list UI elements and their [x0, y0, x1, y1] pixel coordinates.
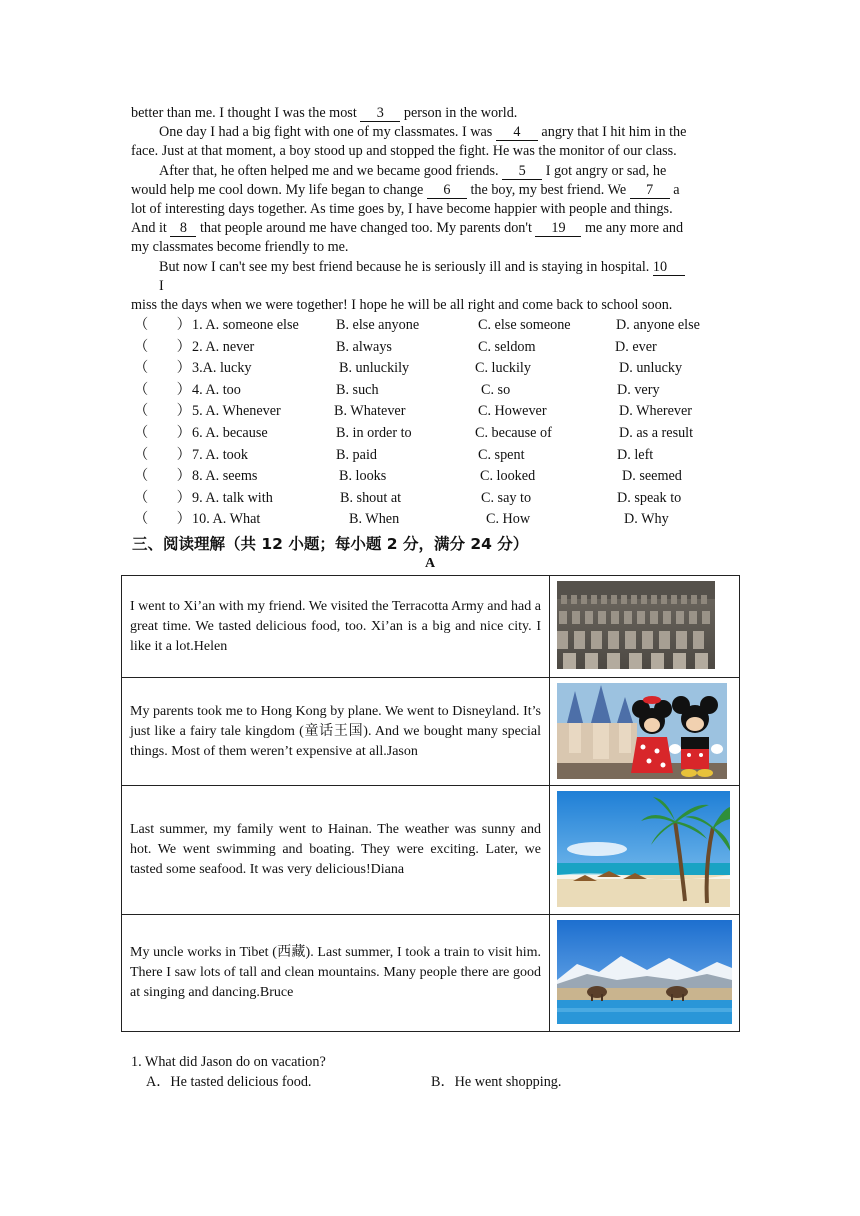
option-c: C. else someone: [478, 317, 571, 333]
reading-photo-cell: [550, 678, 740, 786]
option-c: C. However: [478, 403, 547, 420]
blank-19: 19: [535, 220, 581, 237]
passage-line: miss the days when we were together! I hope he will be all right and come back to school soon.: [131, 297, 673, 313]
reading-text: My uncle works in Tibet (西藏). Last summer, I took a train to visit him. There I saw lots of tall and clean mountains. Many people there are good at singing and dancing.Bruce: [122, 915, 550, 1032]
reading-photo-cell: [550, 786, 740, 915]
option-a: 3.A. lucky: [192, 360, 252, 377]
option-b: B. When: [349, 511, 400, 528]
blank-8: 8: [170, 220, 196, 237]
blank-7: 7: [630, 182, 670, 199]
answer-bracket: （ ）: [134, 489, 191, 506]
terracotta-army-photo: [557, 581, 715, 669]
option-d: D. speak to: [617, 489, 682, 506]
option-b: B. Whatever: [334, 403, 406, 420]
answer-bracket: （ ）: [134, 446, 191, 463]
reading-text: My parents took me to Hong Kong by plane. We went to Disneyland. It’s just like a fairy tale kingdom (童话王国). And we bought many special things. Most of them weren’t expensive at all.Jason: [122, 678, 550, 786]
blank-10: 10: [653, 259, 685, 276]
answer-bracket: （ ）: [134, 425, 191, 441]
option-b: B. shout at: [340, 489, 402, 506]
reading-text: I went to Xi’an with my friend. We visited the Terracotta Army and had a great time. We tasted delicious food, too. Xi’an is a big and nice city. I like it a lot.Helen: [122, 576, 550, 678]
answer-bracket: （ ）: [134, 381, 191, 398]
passage-line: I: [159, 278, 164, 294]
option-c: C. so: [481, 381, 511, 398]
hainan-beach-photo: [557, 791, 730, 907]
reading-row: [122, 678, 740, 786]
option-c: C. looked: [480, 468, 536, 485]
option-a: 4. A. too: [192, 381, 241, 398]
option-d: D. anyone else: [616, 317, 700, 333]
option-c: C. How: [486, 511, 531, 528]
option-d: D. left: [617, 446, 654, 463]
answer-bracket: （ ）: [134, 403, 191, 420]
answer-bracket: （ ）: [134, 317, 191, 333]
reading-photo-cell: [550, 915, 740, 1032]
option-a: 9. A. talk with: [192, 489, 273, 506]
option-b: B. else anyone: [336, 317, 420, 333]
option-d: D. Why: [624, 511, 669, 528]
option-a: A．He tasted delicious food.: [146, 1074, 312, 1090]
option-d: D. Wherever: [619, 403, 693, 420]
option-c: C. luckily: [475, 360, 531, 377]
passage-line: One day I had a big fight with one of my classmates. I was 4 angry that I hit him in the: [159, 124, 687, 140]
option-b: B. unluckily: [339, 360, 410, 377]
option-d: D. ever: [615, 338, 657, 355]
answer-bracket: （ ）: [134, 468, 191, 485]
option-b: B. paid: [336, 446, 377, 463]
option-a: 10. A. What: [192, 511, 261, 528]
option-b: B．He went shopping.: [431, 1074, 562, 1090]
tibet-mountains-photo: [557, 920, 732, 1024]
disneyland-photo: [557, 683, 727, 779]
passage-line: would help me cool down. My life began to change 6 the boy, my best friend. We 7 a: [131, 182, 680, 198]
answer-bracket: （ ）: [134, 360, 191, 377]
blank-6: 6: [427, 182, 467, 199]
option-b: B. looks: [339, 468, 387, 485]
blank-5: 5: [502, 163, 542, 180]
passage-line: But now I can't see my best friend because he is seriously ill and is staying in hospital. 10: [159, 258, 685, 277]
option-d: D. seemed: [622, 468, 682, 485]
reading-row: [122, 576, 740, 678]
reading-table: [121, 575, 740, 1032]
option-b: B. in order to: [336, 425, 412, 441]
option-a: 8. A. seems: [192, 468, 258, 485]
reading-photo-cell: [550, 576, 740, 678]
section-heading: 三、阅读理解（共 12 小题；每小题 2 分，满分 24 分）: [132, 535, 529, 553]
passage-line: face. Just at that moment, a boy stood up and stopped the fight. He was the monitor of our class.: [131, 143, 677, 159]
blank-4: 4: [496, 124, 538, 141]
option-a: 7. A. took: [192, 446, 248, 463]
section-label: A: [425, 556, 436, 571]
option-a: 5. A. Whenever: [192, 403, 281, 420]
option-b: B. always: [336, 338, 392, 355]
option-a: 2. A. never: [192, 338, 255, 355]
option-a: 1. A. someone else: [192, 317, 299, 333]
option-c: C. say to: [481, 489, 532, 506]
option-c: C. spent: [478, 446, 525, 463]
reading-row: [122, 915, 740, 1032]
option-d: D. as a result: [619, 425, 694, 441]
passage-line: And it 8 that people around me have changed too. My parents don't 19 me any more and: [131, 220, 684, 236]
blank-3: 3: [360, 105, 400, 122]
answer-bracket: （ ）: [134, 338, 191, 355]
option-b: B. such: [336, 381, 379, 398]
passage-line: better than me. I thought I was the most 3 person in the world.: [131, 105, 518, 121]
reading-row: [122, 786, 740, 915]
passage-line: my classmates become friendly to me.: [131, 239, 349, 255]
option-d: D. very: [617, 381, 660, 398]
reading-text: Last summer, my family went to Hainan. The weather was sunny and hot. We went swimming and boating. They were exciting. Later, we tasted some seafood. It was very delicious!Diana: [122, 786, 550, 915]
option-a: 6. A. because: [192, 425, 268, 441]
option-c: C. seldom: [478, 338, 536, 355]
option-c: C. because of: [475, 425, 552, 441]
passage-line: After that, he often helped me and we became good friends. 5 I got angry or sad, he: [159, 163, 667, 179]
option-d: D. unlucky: [619, 360, 683, 377]
passage-line: lot of interesting days together. As time goes by, I have become happier with people and things.: [131, 201, 673, 217]
question-stem: 1. What did Jason do on vacation?: [131, 1054, 326, 1070]
answer-bracket: （ ）: [134, 511, 191, 528]
